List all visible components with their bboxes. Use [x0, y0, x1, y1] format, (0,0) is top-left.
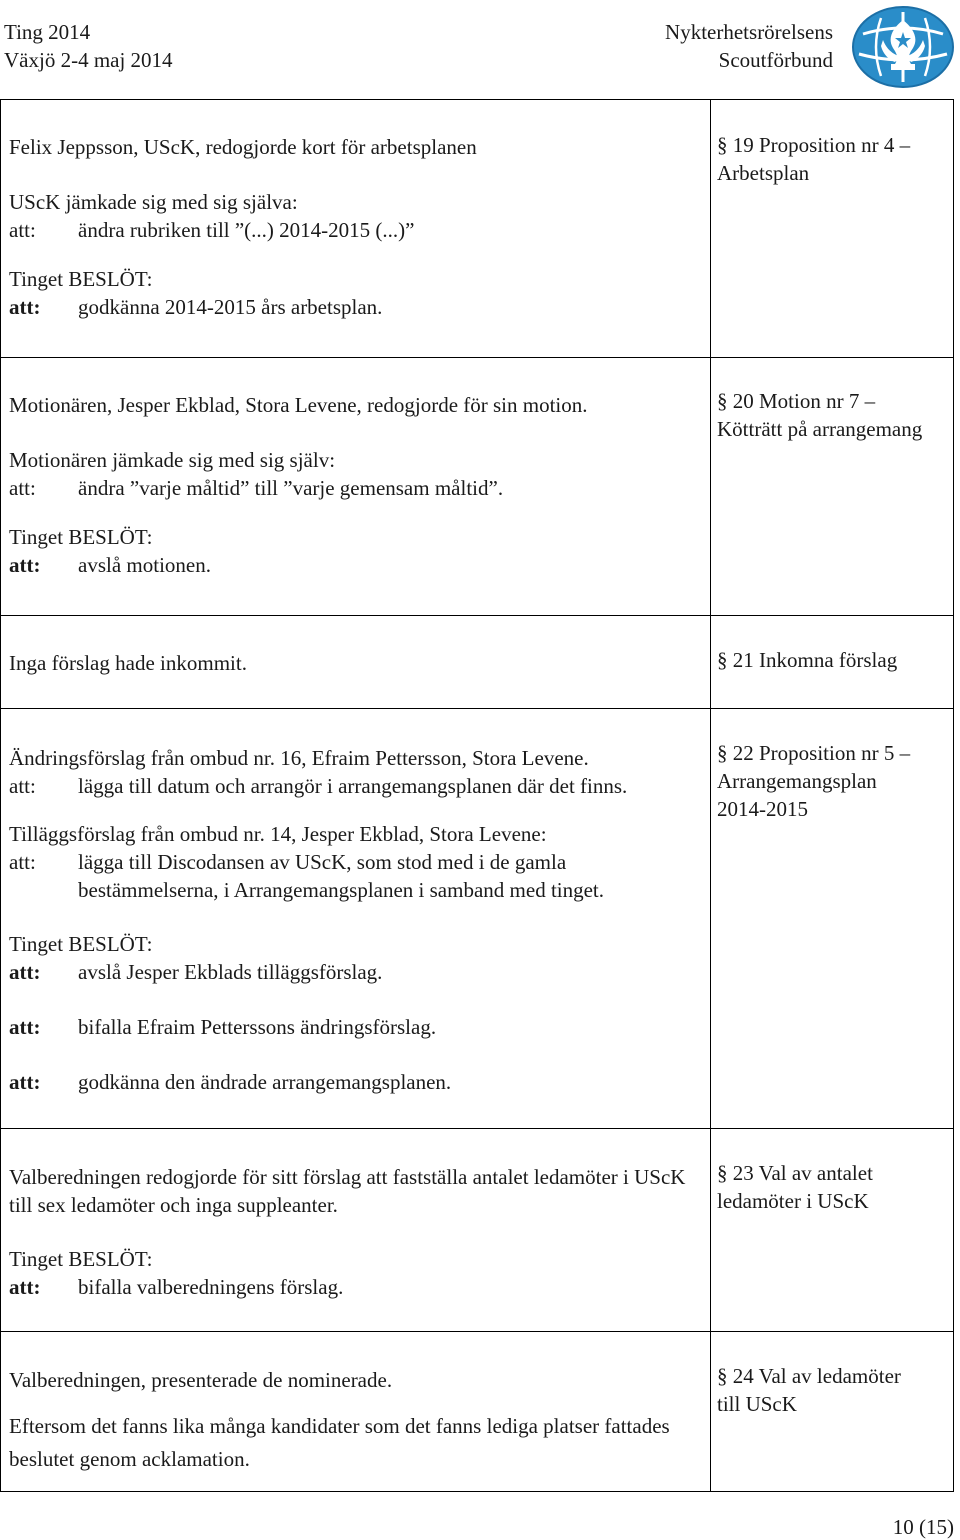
section-heading-cell [711, 100, 954, 358]
section-heading-line: Arbetsplan [717, 161, 810, 185]
report-text-secondary: Eftersom det fanns lika många kandidater som det fanns lediga platser fattades beslutet genom acklamation. [9, 1414, 670, 1471]
section-19-row [1, 100, 954, 358]
section-heading-line: § 23 Val av antalet [717, 1161, 873, 1185]
page-header [0, 0, 960, 100]
att-label: att: [9, 1275, 41, 1299]
decision-item [9, 293, 702, 321]
att-text: bifalla valberedningens förslag. [78, 1275, 344, 1299]
report-text: Motionären, Jesper Ekblad, Stora Levene, redogjorde för sin motion. [9, 393, 588, 417]
section-heading-line: Arrangemangsplan [717, 769, 877, 793]
decision-label: Tinget BESLÖT: [9, 525, 153, 549]
decision-item [9, 958, 702, 986]
att-label: att: [9, 218, 36, 242]
adjustment-intro: Motionären jämkade sig med sig själv: [9, 448, 336, 472]
att-label: att: [9, 1015, 41, 1039]
scout-emblem-logo [849, 4, 957, 90]
section-heading-cell [711, 1332, 954, 1492]
att-text: ändra ”varje måltid” till ”varje gemensam måltid”. [78, 476, 504, 500]
section-21-row [1, 616, 954, 709]
report-text: Inga förslag hade inkommit. [9, 651, 247, 675]
section-heading-line: § 20 Motion nr 7 – [717, 389, 876, 413]
adjustment-intro: UScK jämkade sig med sig själva: [9, 190, 298, 214]
report-text: Felix Jeppsson, UScK, redogjorde kort för arbetsplanen [9, 135, 477, 159]
report-text: Valberedningen, presenterade de nominerade. [9, 1368, 393, 1392]
section-heading-line: § 19 Proposition nr 4 – [717, 133, 911, 157]
att-label: att: [9, 476, 36, 500]
att-text: lägga till datum och arrangör i arrangemangsplanen där det finns. [78, 774, 628, 798]
section-body [1, 709, 711, 1129]
decision-item [9, 1273, 702, 1301]
section-heading-line: till UScK [717, 1392, 797, 1416]
change-proposal-item [9, 772, 702, 800]
section-body [1, 1129, 711, 1332]
att-text: avslå Jesper Ekblads tilläggsförslag. [78, 960, 383, 984]
att-label: att: [9, 295, 41, 319]
section-20-row [1, 358, 954, 616]
section-heading-line: § 21 Inkomna förslag [717, 648, 898, 672]
page-number: 10 (15) [892, 1515, 954, 1539]
section-heading-cell [711, 358, 954, 616]
section-heading-line: § 22 Proposition nr 5 – [717, 741, 911, 765]
section-heading-cell [711, 709, 954, 1129]
section-heading-line: § 24 Val av ledamöter [717, 1364, 901, 1388]
att-label: att: [9, 553, 41, 577]
decision-item [9, 551, 702, 579]
section-heading-line: ledamöter i UScK [717, 1189, 869, 1213]
event-title: Ting 2014 [4, 20, 91, 44]
att-text: godkänna den ändrade arrangemangsplanen. [78, 1070, 452, 1094]
section-24-row [1, 1332, 954, 1492]
section-23-row [1, 1129, 954, 1332]
decision-label: Tinget BESLÖT: [9, 932, 153, 956]
att-label: att: [9, 850, 36, 874]
decision-item [9, 1013, 702, 1041]
att-text: avslå motionen. [78, 553, 211, 577]
att-text: godkänna 2014-2015 års arbetsplan. [78, 295, 383, 319]
adjustment-item [9, 216, 702, 244]
organization-name-line2: Scoutförbund [718, 48, 833, 72]
event-date-place: Växjö 2-4 maj 2014 [4, 48, 173, 72]
section-heading-cell [711, 616, 954, 709]
section-22-row [1, 709, 954, 1129]
minutes-table [0, 99, 954, 1492]
addition-proposal-intro: Tilläggsförslag från ombud nr. 14, Jesper Ekblad, Stora Levene: [9, 822, 547, 846]
decision-label: Tinget BESLÖT: [9, 267, 153, 291]
att-text: bifalla Efraim Petterssons ändringsförslag. [78, 1015, 437, 1039]
att-text: ändra rubriken till ”(...) 2014-2015 (...)” [78, 218, 415, 242]
organization-name-line1: Nykterhetsrörelsens [665, 20, 833, 44]
report-text: Valberedningen redogjorde för sitt förslag att fastställa antalet ledamöter i UScK till sex ledamöter och inga suppleanter. [9, 1165, 686, 1217]
adjustment-item [9, 474, 702, 502]
att-label: att: [9, 960, 41, 984]
change-proposal-intro: Ändringsförslag från ombud nr. 16, Efraim Pettersson, Stora Levene. [9, 746, 589, 770]
section-body [1, 616, 711, 709]
att-label: att: [9, 774, 36, 798]
addition-proposal-item [9, 848, 702, 904]
att-label: att: [9, 1070, 41, 1094]
att-text: lägga till Discodansen av UScK, som stod med i de gamla bestämmelserna, i Arrangemangsplanen i samband med tinget. [78, 850, 605, 902]
section-heading-line: Kötträtt på arrangemang [717, 417, 923, 441]
section-body [1, 358, 711, 616]
decision-label: Tinget BESLÖT: [9, 1247, 153, 1271]
decision-item [9, 1068, 702, 1096]
section-heading-cell [711, 1129, 954, 1332]
section-body [1, 1332, 711, 1492]
section-heading-line: 2014-2015 [717, 797, 808, 821]
section-body [1, 100, 711, 358]
